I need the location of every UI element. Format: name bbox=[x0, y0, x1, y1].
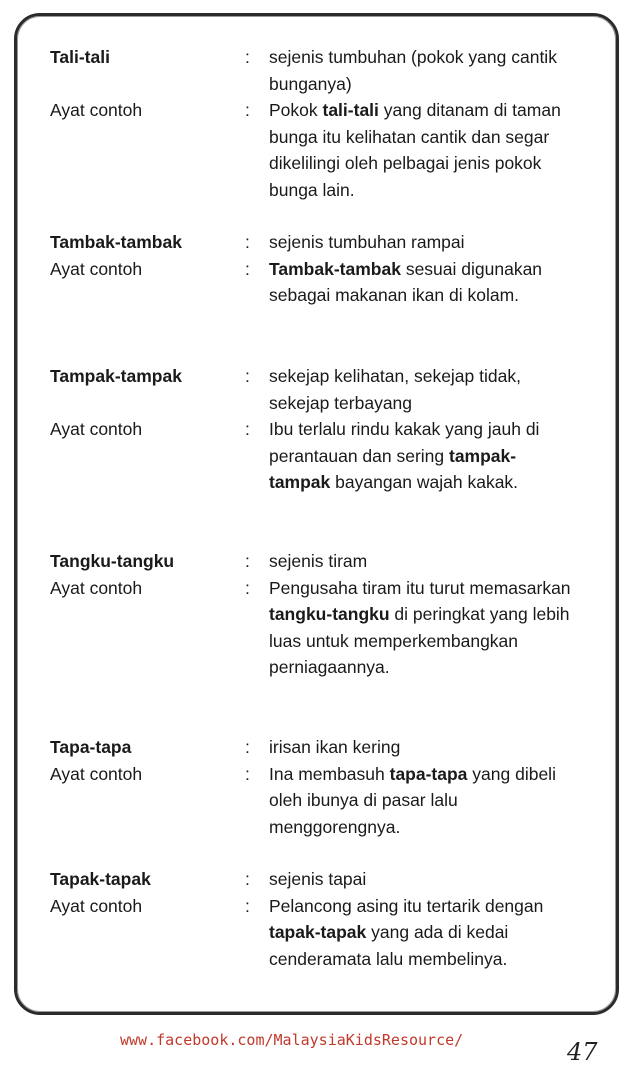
term-row bbox=[50, 548, 610, 575]
term-word: Tali-tali bbox=[50, 47, 110, 67]
colon: : bbox=[245, 869, 250, 889]
example-label: Ayat contoh bbox=[50, 895, 143, 916]
example-row bbox=[50, 575, 610, 681]
example-row bbox=[50, 256, 610, 309]
entry-3 bbox=[50, 548, 610, 681]
footer-url-link[interactable]: www.facebook.com/MalaysiaKidsResource/ bbox=[120, 1031, 464, 1049]
colon: : bbox=[245, 551, 250, 571]
term-word: Tapak-tapak bbox=[50, 869, 151, 889]
term-word: Tampak-tampak bbox=[50, 366, 182, 386]
term-row bbox=[50, 229, 610, 256]
definition-text: sekejap kelihatan, sekejap tidak, sekejap terbayang bbox=[269, 366, 521, 413]
bold-term: Tambak-tambak bbox=[269, 258, 401, 279]
term-word: Tapa-tapa bbox=[50, 737, 132, 757]
entry-1 bbox=[50, 229, 610, 309]
example-row bbox=[50, 416, 610, 496]
definition-text: irisan ikan kering bbox=[269, 737, 401, 757]
colon: : bbox=[245, 419, 250, 439]
example-label: Ayat contoh bbox=[50, 419, 143, 439]
definition-text: sejenis tumbuhan (pokok yang cantik bunganya) bbox=[269, 47, 557, 94]
entry-5 bbox=[50, 866, 610, 972]
bold-term: tapak-tapak bbox=[269, 922, 367, 942]
example-text: Ina membasuh tapa-tapa yang dibeli oleh ibunya di pasar lalu menggorengnya. bbox=[269, 763, 556, 837]
entry-4 bbox=[50, 734, 610, 840]
bold-term: tali-tali bbox=[322, 100, 379, 120]
entry-0 bbox=[50, 44, 610, 203]
colon: : bbox=[245, 47, 250, 67]
colon: : bbox=[245, 232, 250, 252]
example-row bbox=[50, 893, 610, 973]
example-text: Pengusaha tiram itu turut memasarkan tangku-tangku di peringkat yang lebih luas untuk memperkembangkan perniagaannya. bbox=[269, 577, 571, 677]
bold-term: tangku-tangku bbox=[269, 604, 390, 624]
example-label: Ayat contoh bbox=[50, 258, 143, 279]
term-row bbox=[50, 44, 610, 97]
definition-text: sejenis tiram bbox=[269, 551, 368, 571]
page-number: 47 bbox=[567, 1038, 598, 1066]
term-row bbox=[50, 734, 610, 761]
example-text: Ibu terlalu rindu kakak yang jauh di perantauan dan sering tampak-tampak bayangan wajah kakak. bbox=[269, 419, 540, 492]
example-label: Ayat contoh bbox=[50, 763, 143, 784]
example-text: Pelancong asing itu tertarik dengan tapak-tapak yang ada di kedai cenderamata lalu membelinya. bbox=[269, 895, 544, 969]
example-text: Pokok tali-tali yang ditanam di taman bunga itu kelihatan cantik dan segar dikelilingi oleh pelbagai jenis pokok bunga lain. bbox=[269, 100, 561, 200]
definition-text: sejenis tapai bbox=[269, 869, 367, 889]
term-word: Tambak-tambak bbox=[50, 232, 182, 252]
colon: : bbox=[245, 763, 250, 784]
colon: : bbox=[245, 737, 250, 757]
bold-term: tapa-tapa bbox=[389, 763, 468, 784]
example-label: Ayat contoh bbox=[50, 577, 143, 598]
example-label: Ayat contoh bbox=[50, 100, 143, 120]
example-text: Tambak-tambak sesuai digunakan sebagai makanan ikan di kolam. bbox=[269, 258, 543, 305]
colon: : bbox=[245, 258, 250, 279]
colon: : bbox=[245, 895, 250, 916]
colon: : bbox=[245, 577, 250, 598]
colon: : bbox=[245, 100, 250, 120]
example-row bbox=[50, 761, 610, 841]
term-word: Tangku-tangku bbox=[50, 551, 175, 571]
bold-term: tampak-tampak bbox=[269, 445, 517, 492]
term-row bbox=[50, 866, 610, 893]
definition-text: sejenis tumbuhan rampai bbox=[269, 232, 465, 252]
example-row bbox=[50, 97, 610, 203]
colon: : bbox=[245, 366, 250, 386]
entry-2 bbox=[50, 363, 610, 496]
term-row bbox=[50, 363, 610, 416]
